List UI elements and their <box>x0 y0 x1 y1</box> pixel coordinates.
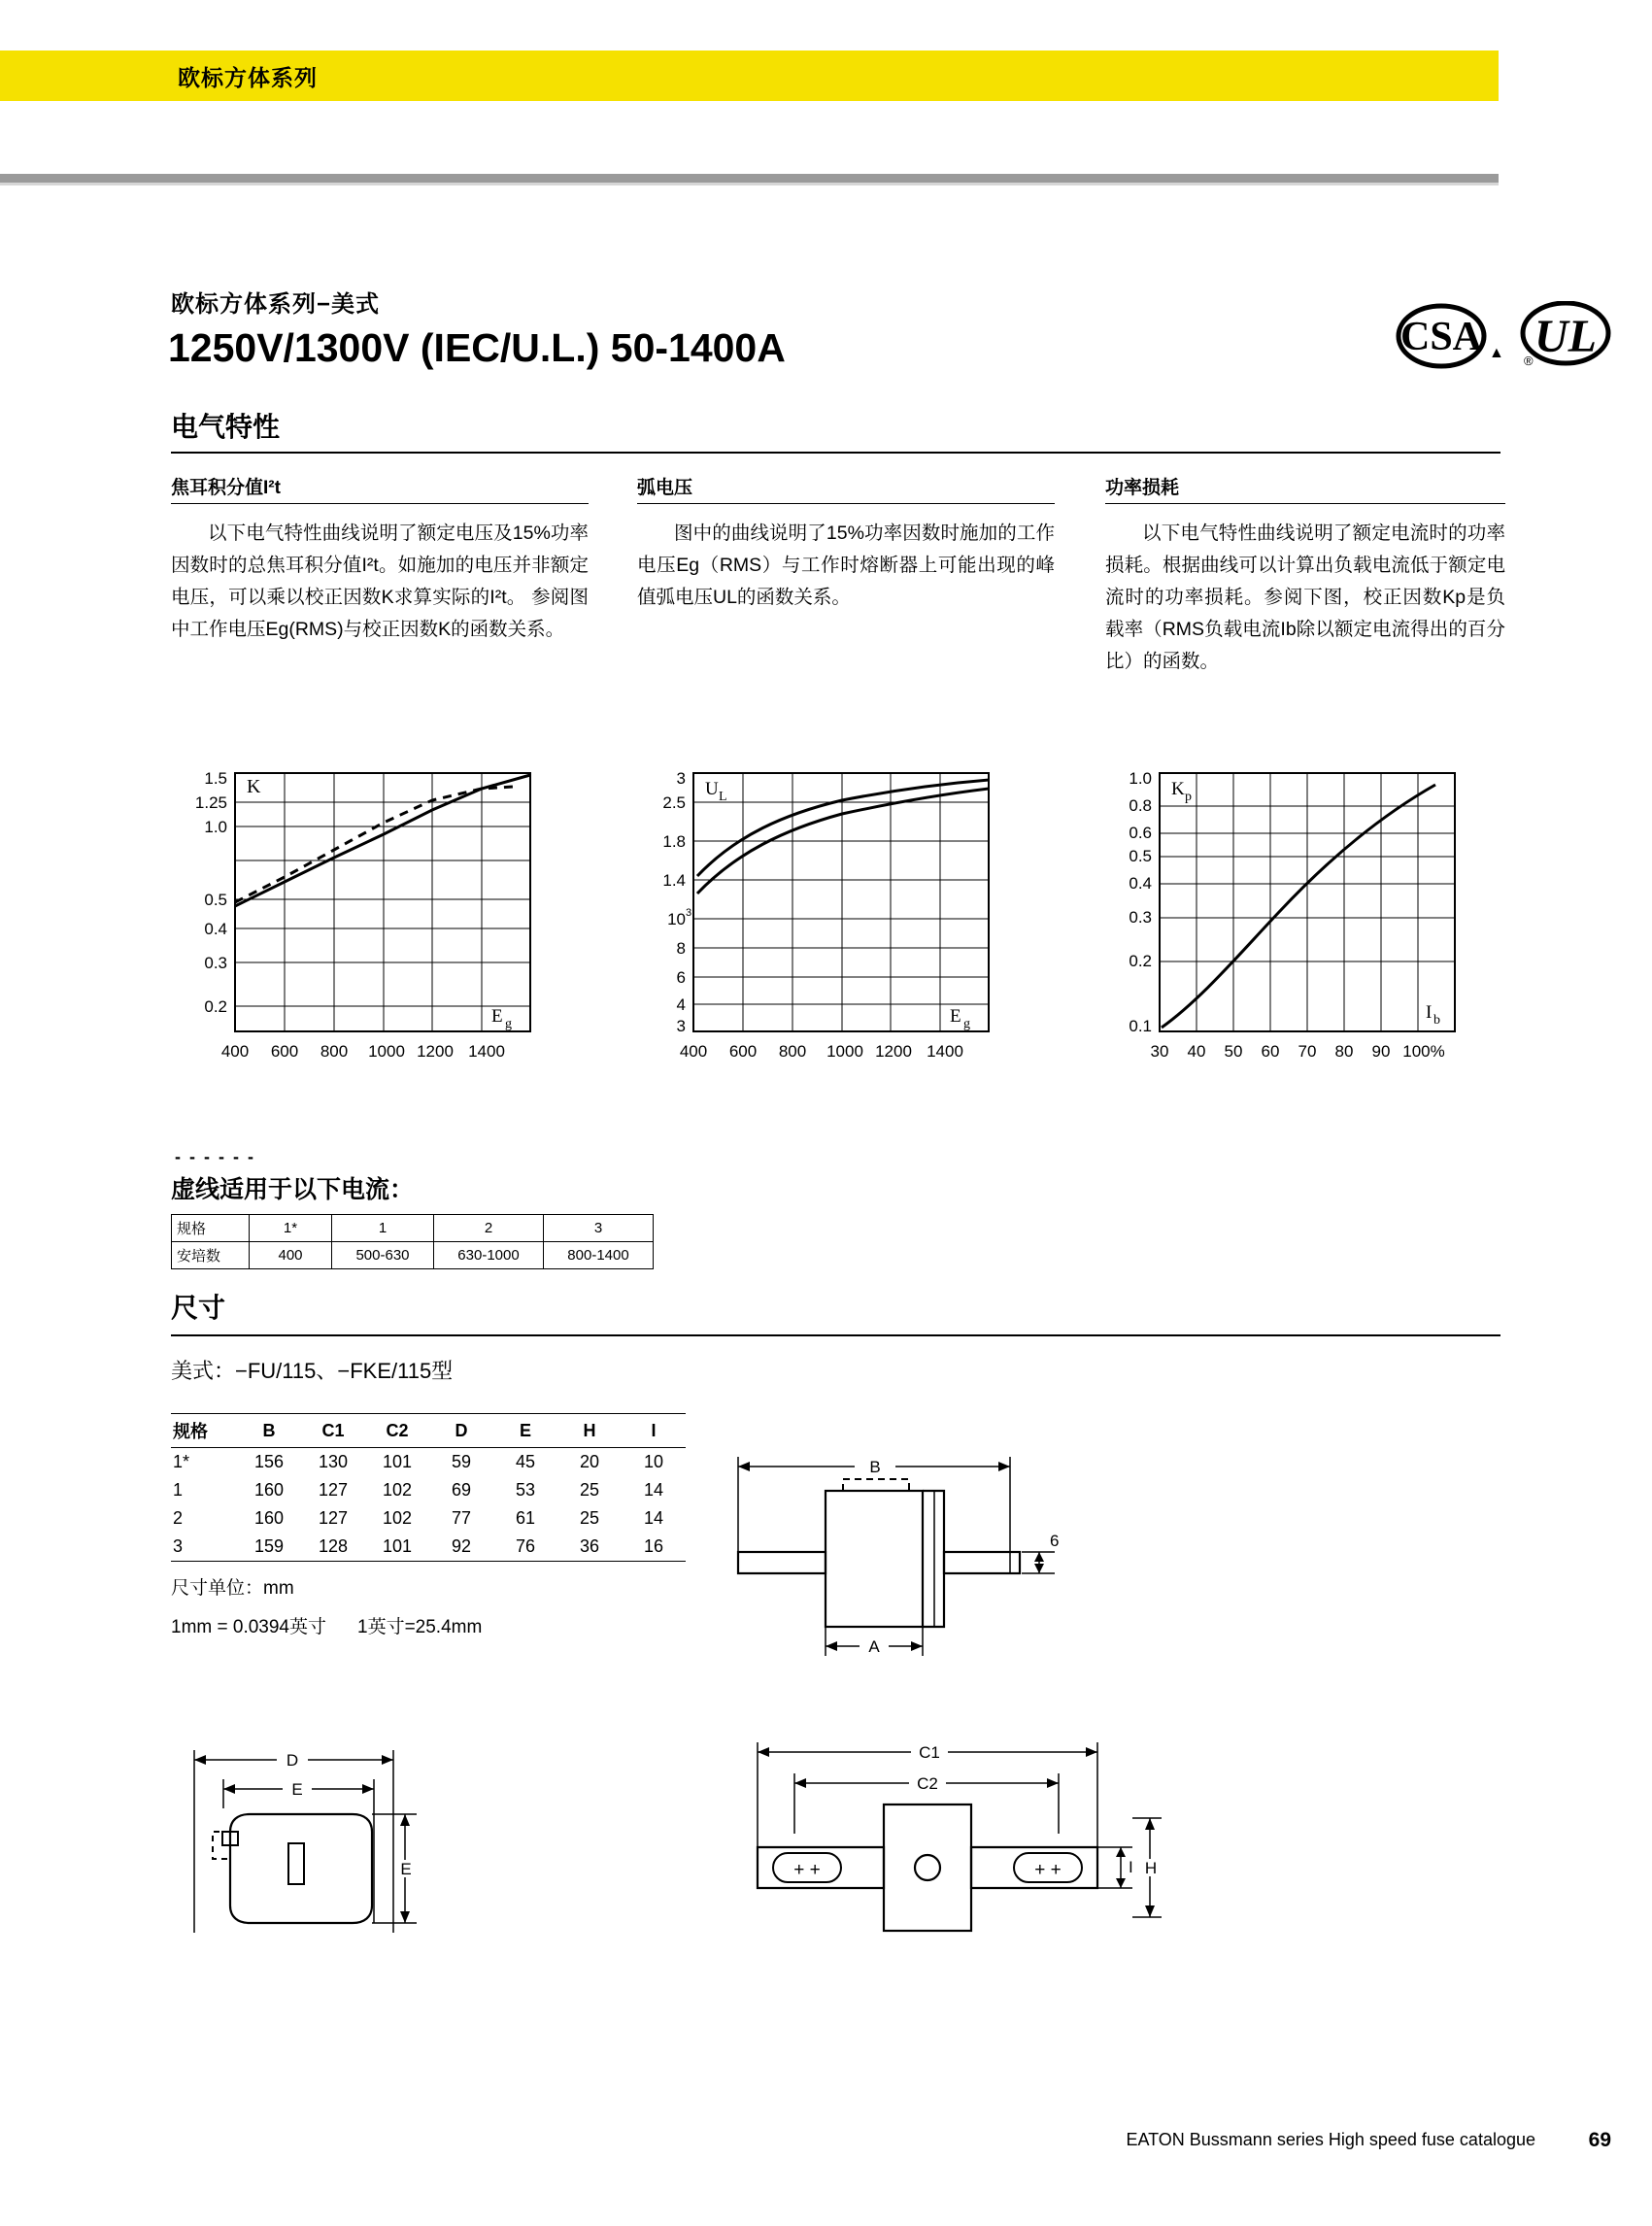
footer-text: EATON Bussmann series High speed fuse catalogue <box>1126 2130 1535 2149</box>
svg-text:E: E <box>400 1860 412 1878</box>
col-body-arc-voltage: 图中的曲线说明了15%功率因数时施加的工作电压Eg（RMS）与工作时熔断器上可能出现的峰值弧电压UL的函数关系。 <box>637 523 1055 608</box>
svg-text:1000: 1000 <box>368 1042 405 1061</box>
svg-text:600: 600 <box>270 1042 299 1061</box>
svg-text:400: 400 <box>679 1042 708 1061</box>
svg-text:0.5: 0.5 <box>204 891 227 909</box>
svg-text:1.8: 1.8 <box>662 832 686 851</box>
section-rule-dimensions <box>171 1334 1500 1336</box>
svg-text:UL: UL <box>1534 311 1597 362</box>
svg-text:60: 60 <box>1261 1042 1280 1061</box>
ul-icon <box>1523 303 1608 368</box>
table-row: 3 159 128 101 92 76 36 16 <box>171 1533 686 1562</box>
svg-text:K: K <box>247 776 261 797</box>
svg-text:E: E <box>950 1006 961 1027</box>
dashed-legend-line: - - - - - - <box>175 1147 255 1166</box>
current-rating-table <box>171 1214 654 1269</box>
svg-text:600: 600 <box>728 1042 758 1061</box>
svg-text:30: 30 <box>1150 1042 1169 1061</box>
svg-text:800: 800 <box>778 1042 807 1061</box>
svg-text:®: ® <box>1524 354 1534 368</box>
svg-text:L: L <box>719 790 727 804</box>
svg-text:E: E <box>291 1780 303 1799</box>
svg-text:1.5: 1.5 <box>204 769 227 788</box>
svg-text:4: 4 <box>676 995 686 1014</box>
svg-text:0.4: 0.4 <box>204 920 227 938</box>
table-row: 2 160 127 102 77 61 25 14 <box>173 1508 664 1528</box>
dimension-table <box>171 1413 686 1562</box>
svg-text:b: b <box>1433 1013 1440 1028</box>
section-rule-electrical <box>171 452 1500 454</box>
svg-text:3: 3 <box>676 769 686 788</box>
col-rule-1 <box>171 503 589 504</box>
certification-logos <box>1395 301 1618 369</box>
svg-text:100%: 100% <box>1402 1042 1445 1061</box>
chart-k-vs-eg <box>171 767 579 1097</box>
svg-text:90: 90 <box>1371 1042 1391 1061</box>
svg-text:D: D <box>286 1751 299 1770</box>
svg-text:1.25: 1.25 <box>194 793 227 812</box>
col-heading-power-loss: 功率损耗 <box>1105 478 1180 498</box>
svg-text:8: 8 <box>676 939 686 958</box>
dashed-legend-text: 虚线适用于以下电流： <box>171 1176 415 1203</box>
svg-text:g: g <box>963 1017 970 1031</box>
svg-text:0.2: 0.2 <box>1129 952 1152 970</box>
svg-text:70: 70 <box>1298 1042 1317 1061</box>
svg-text:0.4: 0.4 <box>1129 874 1152 893</box>
svg-text:I: I <box>1129 1858 1133 1876</box>
svg-text:1.0: 1.0 <box>1129 769 1152 788</box>
svg-text:1.4: 1.4 <box>662 871 686 890</box>
dimension-type-line: 美式：−FU/115、−FKE/115型 <box>171 1359 454 1383</box>
col-heading-i2t: 焦耳积分值I²t <box>171 478 281 498</box>
row-label: 安培数 <box>172 1242 250 1269</box>
dimension-note-unit: 尺寸单位：mm <box>171 1578 294 1599</box>
table-row: 安培数 400 500-630 630-1000 800-1400 <box>172 1242 654 1269</box>
svg-text:C1: C1 <box>919 1743 940 1762</box>
svg-text:H: H <box>1144 1859 1158 1877</box>
header-series-label: 欧标方体系列 <box>178 65 318 90</box>
svg-text:1.0: 1.0 <box>204 818 227 836</box>
svg-text:p: p <box>1185 790 1192 804</box>
svg-text:3: 3 <box>676 1017 686 1035</box>
svg-text:400: 400 <box>220 1042 250 1061</box>
section-heading-dimensions: 尺寸 <box>171 1293 226 1323</box>
svg-text:E: E <box>491 1006 503 1027</box>
table-row: 1* 156 130 101 59 45 20 10 <box>173 1452 664 1471</box>
svg-text:1200: 1200 <box>417 1042 454 1061</box>
svg-text:U: U <box>705 779 719 799</box>
footer-page-number: 69 <box>1588 2129 1611 2151</box>
svg-text:1400: 1400 <box>468 1042 505 1061</box>
col-rule-2 <box>637 503 1055 504</box>
svg-text:0.6: 0.6 <box>1129 824 1152 842</box>
dimension-note-inch: 1mm = 0.0394英寸 <box>171 1617 326 1637</box>
svg-text:1000: 1000 <box>826 1042 863 1061</box>
svg-text:K: K <box>1171 779 1185 799</box>
svg-text:g: g <box>505 1017 512 1031</box>
dimension-note-mm: 1英寸=25.4mm <box>357 1617 483 1637</box>
svg-text:6: 6 <box>1050 1532 1060 1550</box>
svg-text:10: 10 <box>667 910 686 928</box>
drawing-plan-view <box>738 1729 1263 1986</box>
svg-text:0.5: 0.5 <box>1129 847 1152 865</box>
col-body-i2t: 以下电气特性曲线说明了额定电压及15%功率因数时的总焦耳积分值I²t。如施加的电压并非额定电压，可以乘以校正因数K求算实际的I²t。 参阅图中工作电压Eg(RMS)与校正因数K的函数关系。 <box>171 523 589 640</box>
section-heading-electrical: 电气特性 <box>171 412 281 442</box>
svg-text:1200: 1200 <box>875 1042 912 1061</box>
svg-text:6: 6 <box>676 968 686 987</box>
svg-text:I: I <box>1426 1002 1433 1023</box>
svg-text:+ +: + + <box>1034 1860 1062 1880</box>
col-heading-arc-voltage: 弧电压 <box>637 478 693 498</box>
col-body-power-loss: 以下电气特性曲线说明了额定电流时的功率损耗。根据曲线可以计算出负载电流低于额定电流时的功率损耗。参阅下图，校正因数Kp是负载率（RMS负载电流Ib除以额定电流得出的百分比）的函数。 <box>1105 523 1505 672</box>
row-label: 规格 <box>172 1215 250 1242</box>
svg-text:80: 80 <box>1334 1042 1354 1061</box>
drawing-side-view <box>180 1738 588 1986</box>
svg-text:0.1: 0.1 <box>1129 1017 1152 1035</box>
csa-icon <box>1399 306 1504 366</box>
svg-text:2.5: 2.5 <box>662 793 686 812</box>
svg-text:800: 800 <box>320 1042 349 1061</box>
svg-text:0.8: 0.8 <box>1129 796 1152 815</box>
page-title: 1250V/1300V (IEC/U.L.) 50-1400A <box>168 325 786 370</box>
svg-text:0.2: 0.2 <box>204 997 227 1016</box>
chart-kp-vs-ib <box>1105 767 1513 1097</box>
svg-text:CSA: CSA <box>1399 315 1483 359</box>
chart-ul-vs-eg <box>639 767 1047 1097</box>
svg-text:3: 3 <box>686 907 692 919</box>
svg-text:40: 40 <box>1187 1042 1206 1061</box>
svg-text:C2: C2 <box>917 1774 938 1793</box>
svg-text:1400: 1400 <box>927 1042 963 1061</box>
svg-text:0.3: 0.3 <box>1129 908 1152 927</box>
table-row: 1 160 127 102 69 53 25 14 <box>173 1480 664 1500</box>
table-row: 规格 1* 1 2 3 <box>172 1215 654 1242</box>
svg-text:0.3: 0.3 <box>204 954 227 972</box>
svg-text:50: 50 <box>1224 1042 1243 1061</box>
svg-text:A: A <box>868 1637 880 1656</box>
col-rule-3 <box>1105 503 1505 504</box>
svg-text:▲: ▲ <box>1489 345 1504 361</box>
svg-text:B: B <box>869 1458 881 1476</box>
header-divider <box>0 174 1499 183</box>
page-subtitle: 欧标方体系列−美式 <box>171 291 381 318</box>
svg-text:+ +: + + <box>793 1860 821 1880</box>
table-header-row: 规格 B C1 C2 D E H I <box>171 1414 686 1448</box>
header-divider-light <box>0 183 1499 186</box>
